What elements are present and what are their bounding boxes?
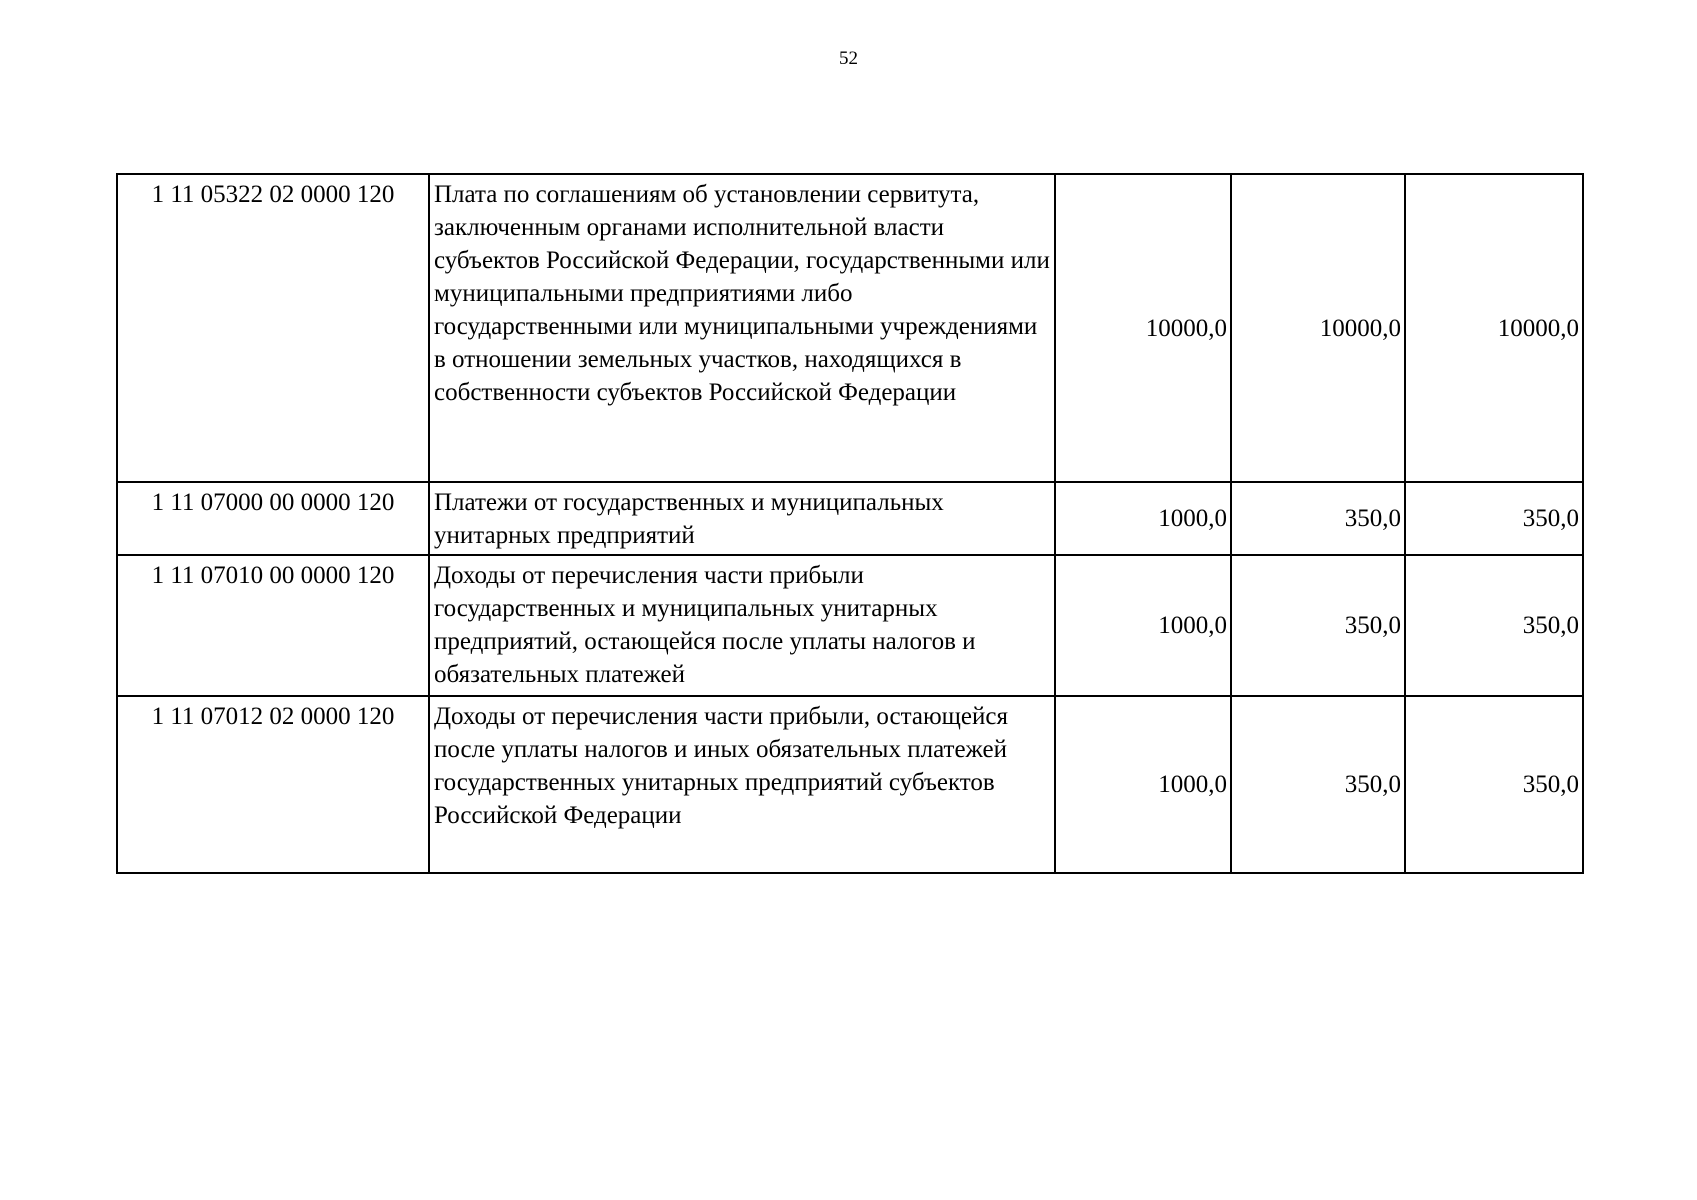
amount-year-3-cell: 350,0 [1405, 482, 1583, 555]
amount-year-1-cell: 1000,0 [1055, 696, 1231, 873]
revenue-name-cell: Плата по соглашениям об установлении сервитута, заключенным органами исполнительной власти субъектов Российской Федерации, государственными или муниципальными предприятиями либо государственными или муниципальными учреждениями в отношении земельных участков, находящихся в собственности субъектов Российской Федерации [429, 174, 1055, 482]
page-number: 52 [839, 48, 858, 69]
table-row [117, 555, 1583, 696]
amount-year-2-cell: 10000,0 [1231, 174, 1405, 482]
amount-year-1-cell: 1000,0 [1055, 555, 1231, 696]
revenue-code-cell: 1 11 07012 02 0000 120 [117, 696, 429, 873]
amount-year-3-cell: 10000,0 [1405, 174, 1583, 482]
amount-year-1-cell: 10000,0 [1055, 174, 1231, 482]
revenue-name-cell: Доходы от перечисления части прибыли государственных и муниципальных унитарных предприятий, остающейся после уплаты налогов и обязательных платежей [429, 555, 1055, 696]
table-row [117, 174, 1583, 482]
table-row [117, 482, 1583, 555]
revenue-name-cell: Платежи от государственных и муниципальных унитарных предприятий [429, 482, 1055, 555]
amount-year-2-cell: 350,0 [1231, 696, 1405, 873]
revenue-code-cell: 1 11 05322 02 0000 120 [117, 174, 429, 482]
amount-year-1-cell: 1000,0 [1055, 482, 1231, 555]
amount-year-2-cell: 350,0 [1231, 482, 1405, 555]
revenue-code-cell: 1 11 07000 00 0000 120 [117, 482, 429, 555]
amount-year-2-cell: 350,0 [1231, 555, 1405, 696]
revenue-code-cell: 1 11 07010 00 0000 120 [117, 555, 429, 696]
budget-revenue-table [116, 173, 1584, 874]
amount-year-3-cell: 350,0 [1405, 696, 1583, 873]
revenue-name-cell: Доходы от перечисления части прибыли, остающейся после уплаты налогов и иных обязательных платежей государственных унитарных предприятий субъектов Российской Федерации [429, 696, 1055, 873]
table-row [117, 696, 1583, 873]
amount-year-3-cell: 350,0 [1405, 555, 1583, 696]
